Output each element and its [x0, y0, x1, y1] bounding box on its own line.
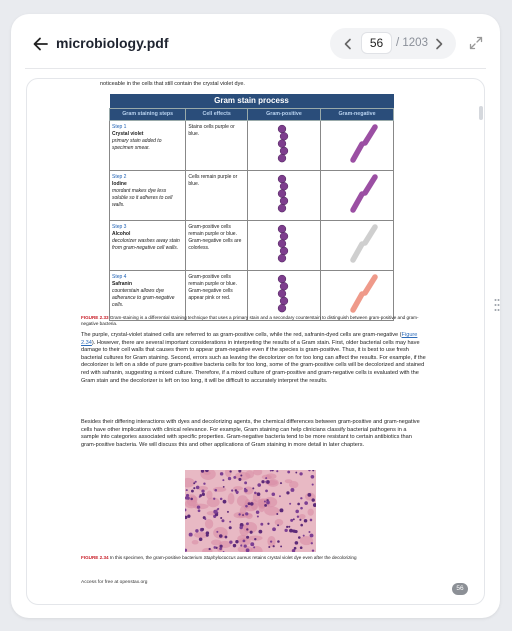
species-name: Staphylococcus aureus — [203, 555, 252, 560]
step-description: decolorizer washes away stain from gram-negative cell walls. — [112, 237, 180, 251]
figure-caption-text: retains crystal violet dye even after the decolorizing — [251, 555, 357, 560]
chevron-left-icon[interactable] — [340, 36, 356, 52]
step-cell — [110, 270, 186, 320]
expand-icon[interactable] — [469, 36, 483, 50]
page-number-badge: 56 — [452, 583, 468, 595]
gram-positive-cocci-icon — [250, 174, 318, 214]
gram-positive-cocci-icon — [250, 124, 318, 164]
gram-stain-table — [109, 94, 394, 321]
step-cell — [110, 220, 186, 270]
chevron-right-icon[interactable] — [431, 36, 447, 52]
step-number: Step 4 — [112, 273, 127, 280]
step-name: Safranin — [112, 280, 133, 287]
header-divider — [25, 68, 486, 69]
figure-caption-text: In this specimen, the gram-positive bacterium — [109, 555, 204, 560]
gram-positive-cell — [247, 220, 320, 270]
page-navigator — [330, 28, 456, 59]
gram-positive-cell — [247, 170, 320, 220]
drag-handle-icon[interactable] — [494, 298, 500, 312]
document-title: microbiology.pdf — [56, 35, 169, 51]
figure-2-34-link[interactable]: Figure 2.34 — [81, 332, 418, 346]
gram-negative-rods-icon — [323, 124, 391, 164]
paragraph-1 — [81, 332, 426, 385]
effect-cell: Cells remain purple or blue. — [186, 170, 248, 220]
step-name: Alcohol — [112, 230, 131, 237]
step-number: Step 3 — [112, 223, 127, 230]
col-header-steps: Gram staining steps — [110, 108, 186, 120]
arrow-left-icon[interactable] — [31, 34, 51, 54]
paragraph-2: Besides their differing interactions with dyes and decolorizing agents, the chemical differences between gram-positive and gram-negative cells have other implications with clinical relevance. For example, Gram staining can help clinicians classify bacterial pathogens in a sample into categories associated with specific properties. Gram-negative bacteria tend to be more resistant to certain antibiotics than gram-positive bacteria. We will discuss this and other applications of Gram staining in more detail in later chapters. — [81, 419, 420, 448]
gram-negative-cell — [320, 270, 393, 320]
effect-cell: Stains cells purple or blue. — [186, 120, 248, 170]
pdf-viewer-card — [11, 14, 500, 618]
gram-negative-cell — [320, 170, 393, 220]
micrograph-image — [185, 470, 316, 552]
table-title: Gram stain process — [110, 94, 394, 108]
step-number: Step 1 — [112, 123, 127, 130]
gram-positive-cell — [247, 270, 320, 320]
total-pages: / 1203 — [396, 37, 428, 49]
table-row — [110, 220, 394, 270]
figure-label: FIGURE 2.33 — [81, 315, 109, 320]
gram-positive-cocci-icon — [250, 274, 318, 314]
document-viewport[interactable] — [26, 78, 485, 605]
step-description: mordant makes dye less soluble so it adheres to cell walls. — [112, 187, 173, 208]
gram-negative-rods-icon — [323, 174, 391, 214]
gram-negative-cell — [320, 120, 393, 170]
col-header-negative: Gram-negative — [320, 108, 393, 120]
gram-negative-cell — [320, 220, 393, 270]
step-cell — [110, 120, 186, 170]
gram-positive-cell — [247, 120, 320, 170]
gram-negative-rods-icon — [323, 224, 391, 264]
col-header-effects: Cell effects — [186, 108, 248, 120]
figure-2-33-caption — [81, 315, 426, 326]
paragraph-text: The purple, crystal-violet stained cells are referred to as gram-positive cells, while the red, safranin-dyed cells are gram-negative ( — [81, 332, 402, 338]
figure-label: FIGURE 2.34 — [81, 555, 109, 560]
step-name: Iodine — [112, 180, 127, 187]
page-number-input[interactable]: 56 — [361, 32, 392, 54]
step-description: counterstain allows dye adherance to gram-negative cells. — [112, 287, 175, 308]
table-row — [110, 170, 394, 220]
figure-caption-text: Gram-staining is a differential staining technique that uses a primary stain and a secondary counterstain to distinguish between gram-positive and gram-negative bacteria. — [81, 315, 419, 326]
table-row — [110, 270, 394, 320]
page-top-text: noticeable in the cells that still contain the crystal violet dye. — [100, 81, 245, 87]
gram-positive-cocci-icon — [250, 224, 318, 264]
table-row — [110, 120, 394, 170]
step-cell — [110, 170, 186, 220]
gram-negative-rods-icon — [323, 274, 391, 314]
step-number: Step 2 — [112, 173, 127, 180]
paragraph-text: ). However, there are several important considerations in interpreting the results of a Gram stain. First, older bacterial cells may have damage to their cell walls that causes them to appear gram-negative even if the species is gram-positive. Thus, it is best to use fresh bacterial cultures for Gram staining. Second, errors such as leaving the decolorizer on for too long can affect the results. For example, if the decolorizer is left on a slide of pure gram-positive bacteria cells for too long, some of the gram-positive cells will be decolorized and stained red with safranin, suggesting a mixed culture. Therefore, if a mixed culture of gram-positive and gram-negative cells is evaluated with the Gram stain and the decolorizer is left on too long, it will be difficult to accurately interpret the results. — [81, 339, 426, 384]
pdf-page — [79, 79, 464, 605]
step-description: primary stain added to specimen smear. — [112, 137, 162, 151]
scrollbar-thumb[interactable] — [479, 106, 483, 120]
effect-cell: Gram-positive cells remain purple or blue. Gram-negative cells appear pink or red. — [186, 270, 248, 320]
page-footer: Access for free at openstax.org — [81, 580, 148, 585]
figure-2-34-caption — [81, 555, 426, 561]
col-header-positive: Gram-positive — [247, 108, 320, 120]
effect-cell: Gram-positive cells remain purple or blue. Gram-negative cells are colorless. — [186, 220, 248, 270]
step-name: Crystal violet — [112, 130, 144, 137]
